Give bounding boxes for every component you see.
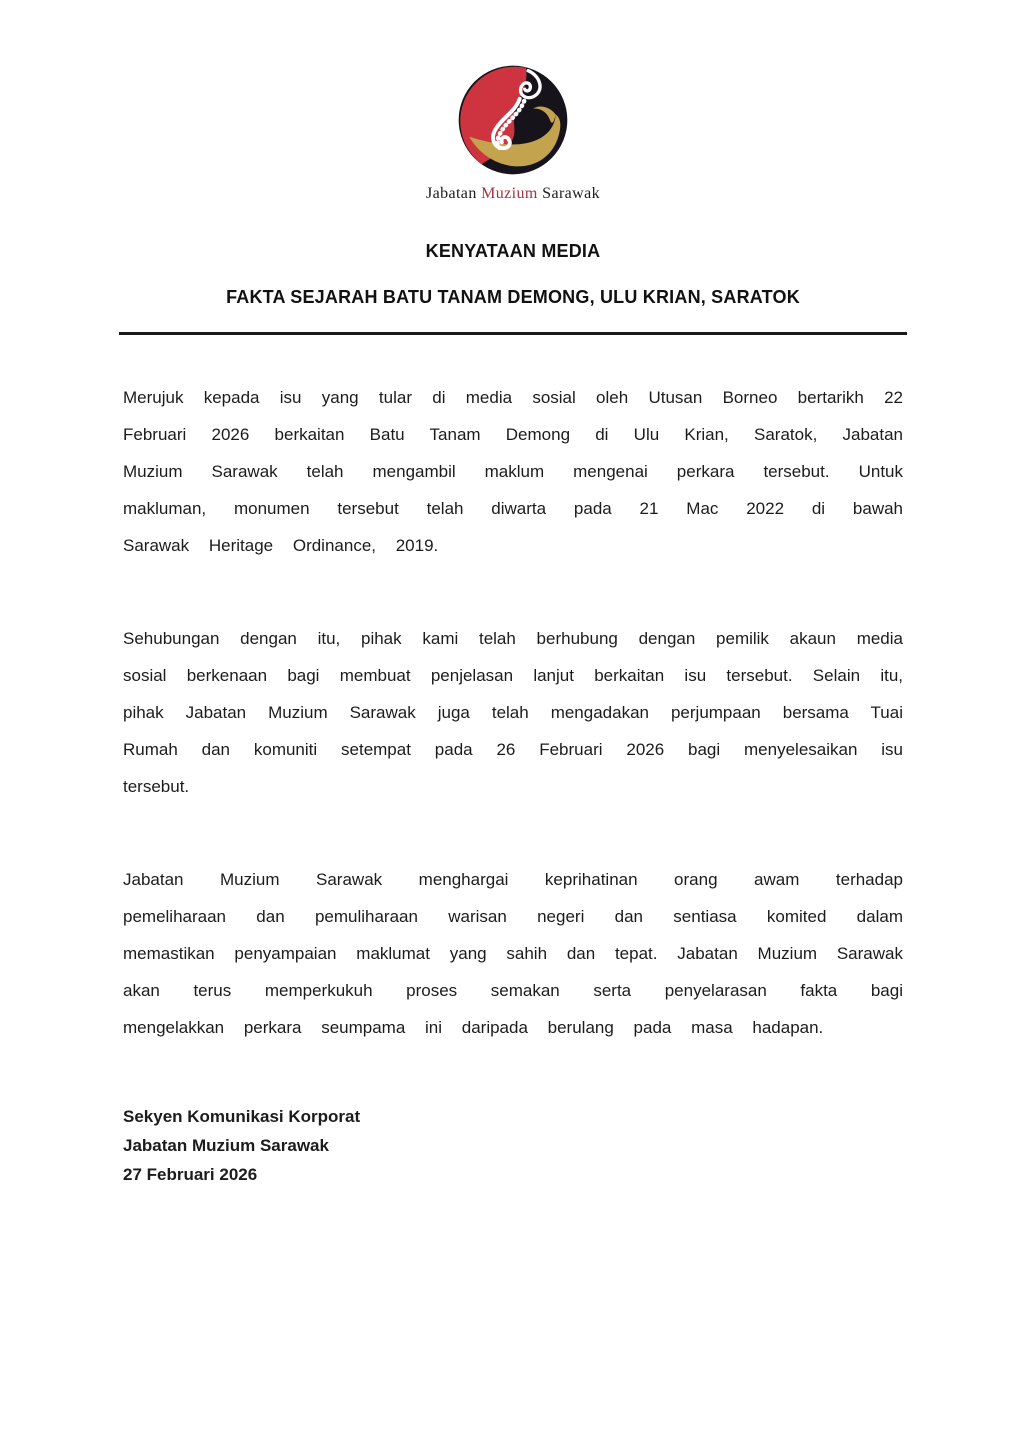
- signature-section: Sekyen Komunikasi Korporat: [123, 1107, 361, 1126]
- logo-caption-part3: Sarawak: [537, 185, 601, 202]
- paragraph-3: Jabatan Muzium Sarawak menghargai keprihatinan orang awam terhadap pemeliharaan dan pemuliharaan warisan negeri dan sentiasa komited dalam memastikan penyampaian maklumat yang sahih dan tepat. Jabatan Muzium Sarawak akan terus memperkukuh proses semakan serta penyelarasan fakta bagi mengelakkan perkara seumpama ini daripada berulang pada masa hadapan.: [123, 870, 903, 1037]
- logo-caption: [123, 185, 903, 203]
- logo-block: [123, 64, 903, 203]
- logo-caption-part1: Jabatan: [425, 185, 482, 202]
- statement-body: [123, 379, 903, 1046]
- museum-logo-icon: [457, 64, 569, 176]
- paragraph-1: Merujuk kepada isu yang tular di media sosial oleh Utusan Borneo bertarikh 22 Februari 2026 berkaitan Batu Tanam Demong di Ulu Krian, Saratok, Jabatan Muzium Sarawak telah mengambil maklum mengenai perkara tersebut. Untuk makluman, monumen tersebut telah diwarta pada 21 Mac 2022 di bawah Sarawak Heritage Ordinance, 2019.: [123, 388, 903, 555]
- title-divider-rule: [119, 332, 907, 335]
- signature-block: [123, 1102, 903, 1189]
- signature-department: Jabatan Muzium Sarawak: [123, 1136, 329, 1155]
- logo-caption-part2: Muzium: [481, 185, 538, 202]
- press-statement-title: KENYATAAN MEDIA: [425, 241, 601, 261]
- signature-date: 27 Februari 2026: [123, 1165, 258, 1184]
- paragraph-2: Sehubungan dengan itu, pihak kami telah berhubung dengan pemilik akaun media sosial berkenaan bagi membuat penjelasan lanjut berkaitan isu tersebut. Selain itu, pihak Jabatan Muzium Sarawak juga telah mengadakan perjumpaan bersama Tuai Rumah dan komuniti setempat pada 26 Februari 2026 bagi menyelesaikan isu tersebut.: [123, 629, 903, 796]
- press-statement-subtitle: FAKTA SEJARAH BATU TANAM DEMONG, ULU KRIAN, SARATOK: [226, 287, 800, 307]
